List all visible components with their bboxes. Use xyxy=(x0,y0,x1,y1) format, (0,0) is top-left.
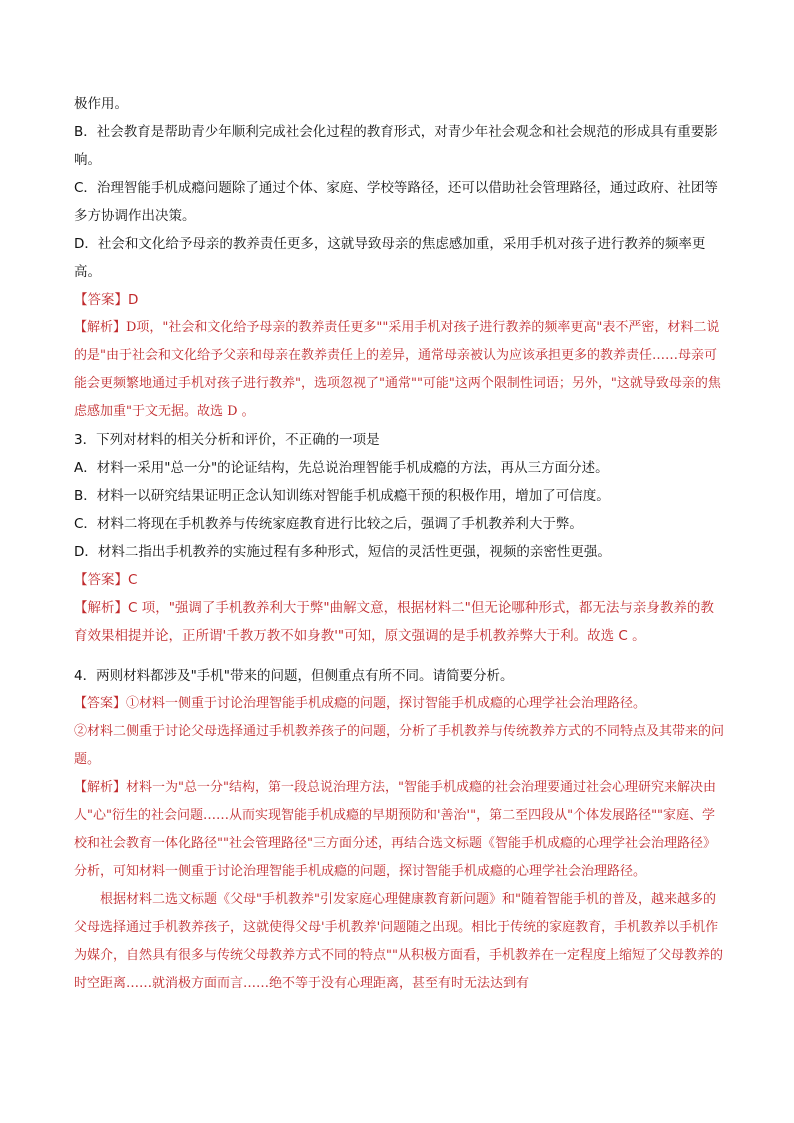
q3-option-b: B．材料一以研究结果证明正念认知训练对智能手机成瘾干预的积极作用，增加了可信度。 xyxy=(74,488,610,504)
q3-stem: 3．下列对材料的相关分析和评价，不正确的一项是 xyxy=(74,432,380,448)
q3-option-d: D．材料二指出手机教养的实施过程有多种形式，短信的灵活性更强，视频的亲密性更强。 xyxy=(74,544,611,560)
q2-option-b: B．社会教育是帮助青少年顺利完成社会化过程的教育形式，对青少年社会观念和社会规范的形成具有重要影响。 xyxy=(74,124,718,168)
q3-answer: 【答案】C xyxy=(74,572,138,588)
q2-answer: 【答案】D xyxy=(74,292,139,308)
q3-option-c: C．材料二将现在手机教养与传统家庭教育进行比较之后，强调了手机教养利大于弊。 xyxy=(74,516,583,532)
section-gap xyxy=(74,650,724,662)
q4-analysis-2: 根据材料二选文标题《父母"手机教养"引发家庭心理健康教育新问题》和"随着智能手机的普及，越来越多的父母选择通过手机教养孩子，这就使得父母'手机教养'问题随之出现。相比于传统的家庭教育，手机教养以手机作为媒介，自然具有很多与传统父母教养方式不同的特点""从积极方面看，手机教养在一定程度上缩短了父母教养的时空距离……就消极方面而言……绝不等于没有心理距离，甚至有时无法达到有 xyxy=(74,892,723,991)
q4-analysis-1: 【解析】材料一为"总一分"结构，第一段总说治理方法，"智能手机成瘾的社会治理要通过社会心理研究来解决由人"心"衍生的社会问题……从而实现智能手机成瘾的早期预防和'善治'"，第二至四段从"个体发展路径""家庭、学校和社会教育一体化路径""社会管理路径"三方面分述，再结合选文标题《智能手机成瘾的心理学社会治理路径》分析，可知材料一侧重于讨论治理智能手机成瘾的问题，探讨智能手机成瘾的心理学社会治理路径。 xyxy=(74,780,716,879)
q3-analysis: 【解析】C 项，"强调了手机教养利大于弊"曲解文意，根据材料二"但无论哪种形式，都无法与亲身教养的教育效果相提并论，正所谓'千教万教不如身教'"可知，原文强调的是手机教养弊大于利。故选 C 。 xyxy=(74,600,714,644)
q4-answer-1: 【答案】①材料一侧重于讨论治理智能手机成瘾的问题，探讨智能手机成瘾的心理学社会治理路径。 xyxy=(74,696,647,711)
q2-option-a-tail: 极作用。 xyxy=(74,96,128,112)
q4-answer-2: ②材料二侧重于讨论父母选择通过手机教养孩子的问题，分析了手机教养与传统教养方式的不同特点及其带来的问题。 xyxy=(74,724,725,767)
q4-stem: 4．两则材料都涉及"手机"带来的问题，但侧重点有所不同。请简要分析。 xyxy=(74,668,514,684)
document-content xyxy=(74,90,724,998)
q2-option-c: C．治理智能手机成瘾问题除了通过个体、家庭、学校等路径，还可以借助社会管理路径，通过政府、社团等多方协调作出决策。 xyxy=(74,180,718,224)
q2-analysis: 【解析】D项，"社会和文化给予母亲的教养责任更多""采用手机对孩子进行教养的频率更高"表不严密，材料二说的是"由于社会和文化给予父亲和母亲在教养责任上的差异，通常母亲被认为应该承担更多的教养责任……母亲可能会更频繁地通过手机对孩子进行教养"，选项忽视了"通常""可能"这两个限制性词语；另外，"这就导致母亲的焦虑感加重"于文无据。故选 D 。 xyxy=(74,320,721,419)
q3-option-a: A．材料一采用"总一分"的论证结构，先总说治理智能手机成瘾的方法，再从三方面分述。 xyxy=(74,460,609,476)
q2-option-d: D．社会和文化给予母亲的教养责任更多，这就导致母亲的焦虑感加重，采用手机对孩子进行教养的频率更高。 xyxy=(74,236,706,280)
